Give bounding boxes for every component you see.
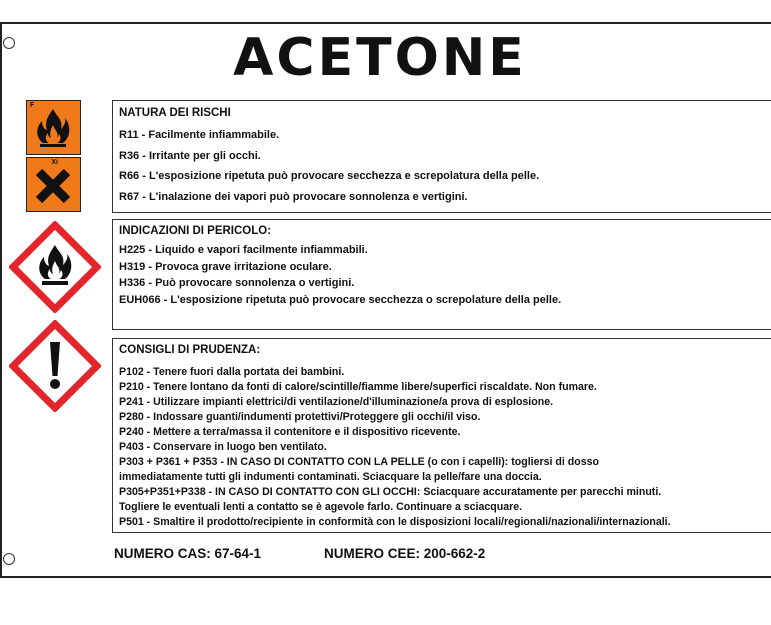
hazard-line: H225 - Liquido e vapori facilmente infiammabili. <box>119 244 368 256</box>
risk-line: R11 - Facilmente infiammabile. <box>119 129 280 141</box>
flammable-symbol <box>26 100 81 155</box>
risks-heading: NATURA DEI RISCHI <box>119 107 231 119</box>
mounting-hole-bottom-left <box>3 553 15 565</box>
precaution-line: P403 - Conservare in luogo ben ventilato. <box>119 441 327 453</box>
hazards-box <box>112 219 771 330</box>
precaution-line: P240 - Mettere a terra/massa il contenitore e il dispositivo ricevente. <box>119 426 461 438</box>
hazard-line: H319 - Provoca grave irritazione oculare. <box>119 260 332 273</box>
risk-line: R66 - L'esposizione ripetuta può provocare secchezza e screpolatura della pelle. <box>119 170 540 182</box>
hazard-line: EUH066 - L'esposizione ripetuta può provocare secchezza o screpolature della pelle. <box>119 293 562 306</box>
risk-line: R67 - L'inalazione dei vapori può provocare sonnolenza e vertigini. <box>119 190 468 203</box>
precaution-line: P501 - Smaltire il prodotto/recipiente in conformità con le disposizioni locali/regionali/nazionali/internazionali. <box>119 516 671 528</box>
hazards-heading: INDICAZIONI DI PERICOLO: <box>119 225 272 237</box>
precaution-line: P303 + P361 + P353 - IN CASO DI CONTATTO CON LA PELLE (o con i capelli): togliersi di dosso <box>119 456 599 468</box>
ghs-exclamation-icon <box>9 320 101 412</box>
risks-box <box>112 100 771 213</box>
cas-number: NUMERO CAS: 67-64-1 <box>114 546 262 561</box>
precaution-line: P210 - Tenere lontano da fonti di calore/scintille/fiamme libere/superfici riscaldate. Non fumare. <box>119 381 597 393</box>
flame-icon <box>27 101 79 153</box>
precaution-line: P102 - Tenere fuori dalla portata dei bambini. <box>119 366 345 378</box>
precaution-line: immediatamente tutti gli indumenti contaminati. Sciacquare la pelle/fare una doccia. <box>119 471 542 483</box>
precaution-line: P241 - Utilizzare impianti elettrici/di ventilazione/d'illuminazione/a prova di esplosione. <box>119 396 554 408</box>
irritant-letter: Xi <box>51 159 58 166</box>
flammable-letter: F <box>30 102 35 109</box>
precaution-line: P305+P351+P338 - IN CASO DI CONTATTO CON GLI OCCHI: Sciacquare accuratamente per parecchi minuti. <box>119 486 662 498</box>
risk-line: R36 - Irritante per gli occhi. <box>119 149 261 162</box>
hazard-line: H336 - Può provocare sonnolenza o vertigini. <box>119 277 355 289</box>
precaution-line: Togliere le eventuali lenti a contatto se è agevole farlo. Continuare a sciacquare. <box>119 501 523 513</box>
irritant-symbol <box>26 157 81 212</box>
mounting-hole-top-left <box>3 37 15 49</box>
ghs-flame-icon <box>9 221 101 313</box>
product-title: ACETONE <box>233 28 527 88</box>
cee-number: NUMERO CEE: 200-662-2 <box>324 546 486 561</box>
precautions-heading: CONSIGLI DI PRUDENZA: <box>119 344 261 356</box>
precaution-line: P280 - Indossare guanti/indumenti protettivi/Proteggere gli occhi/il viso. <box>119 411 481 423</box>
precautions-box <box>112 338 771 533</box>
